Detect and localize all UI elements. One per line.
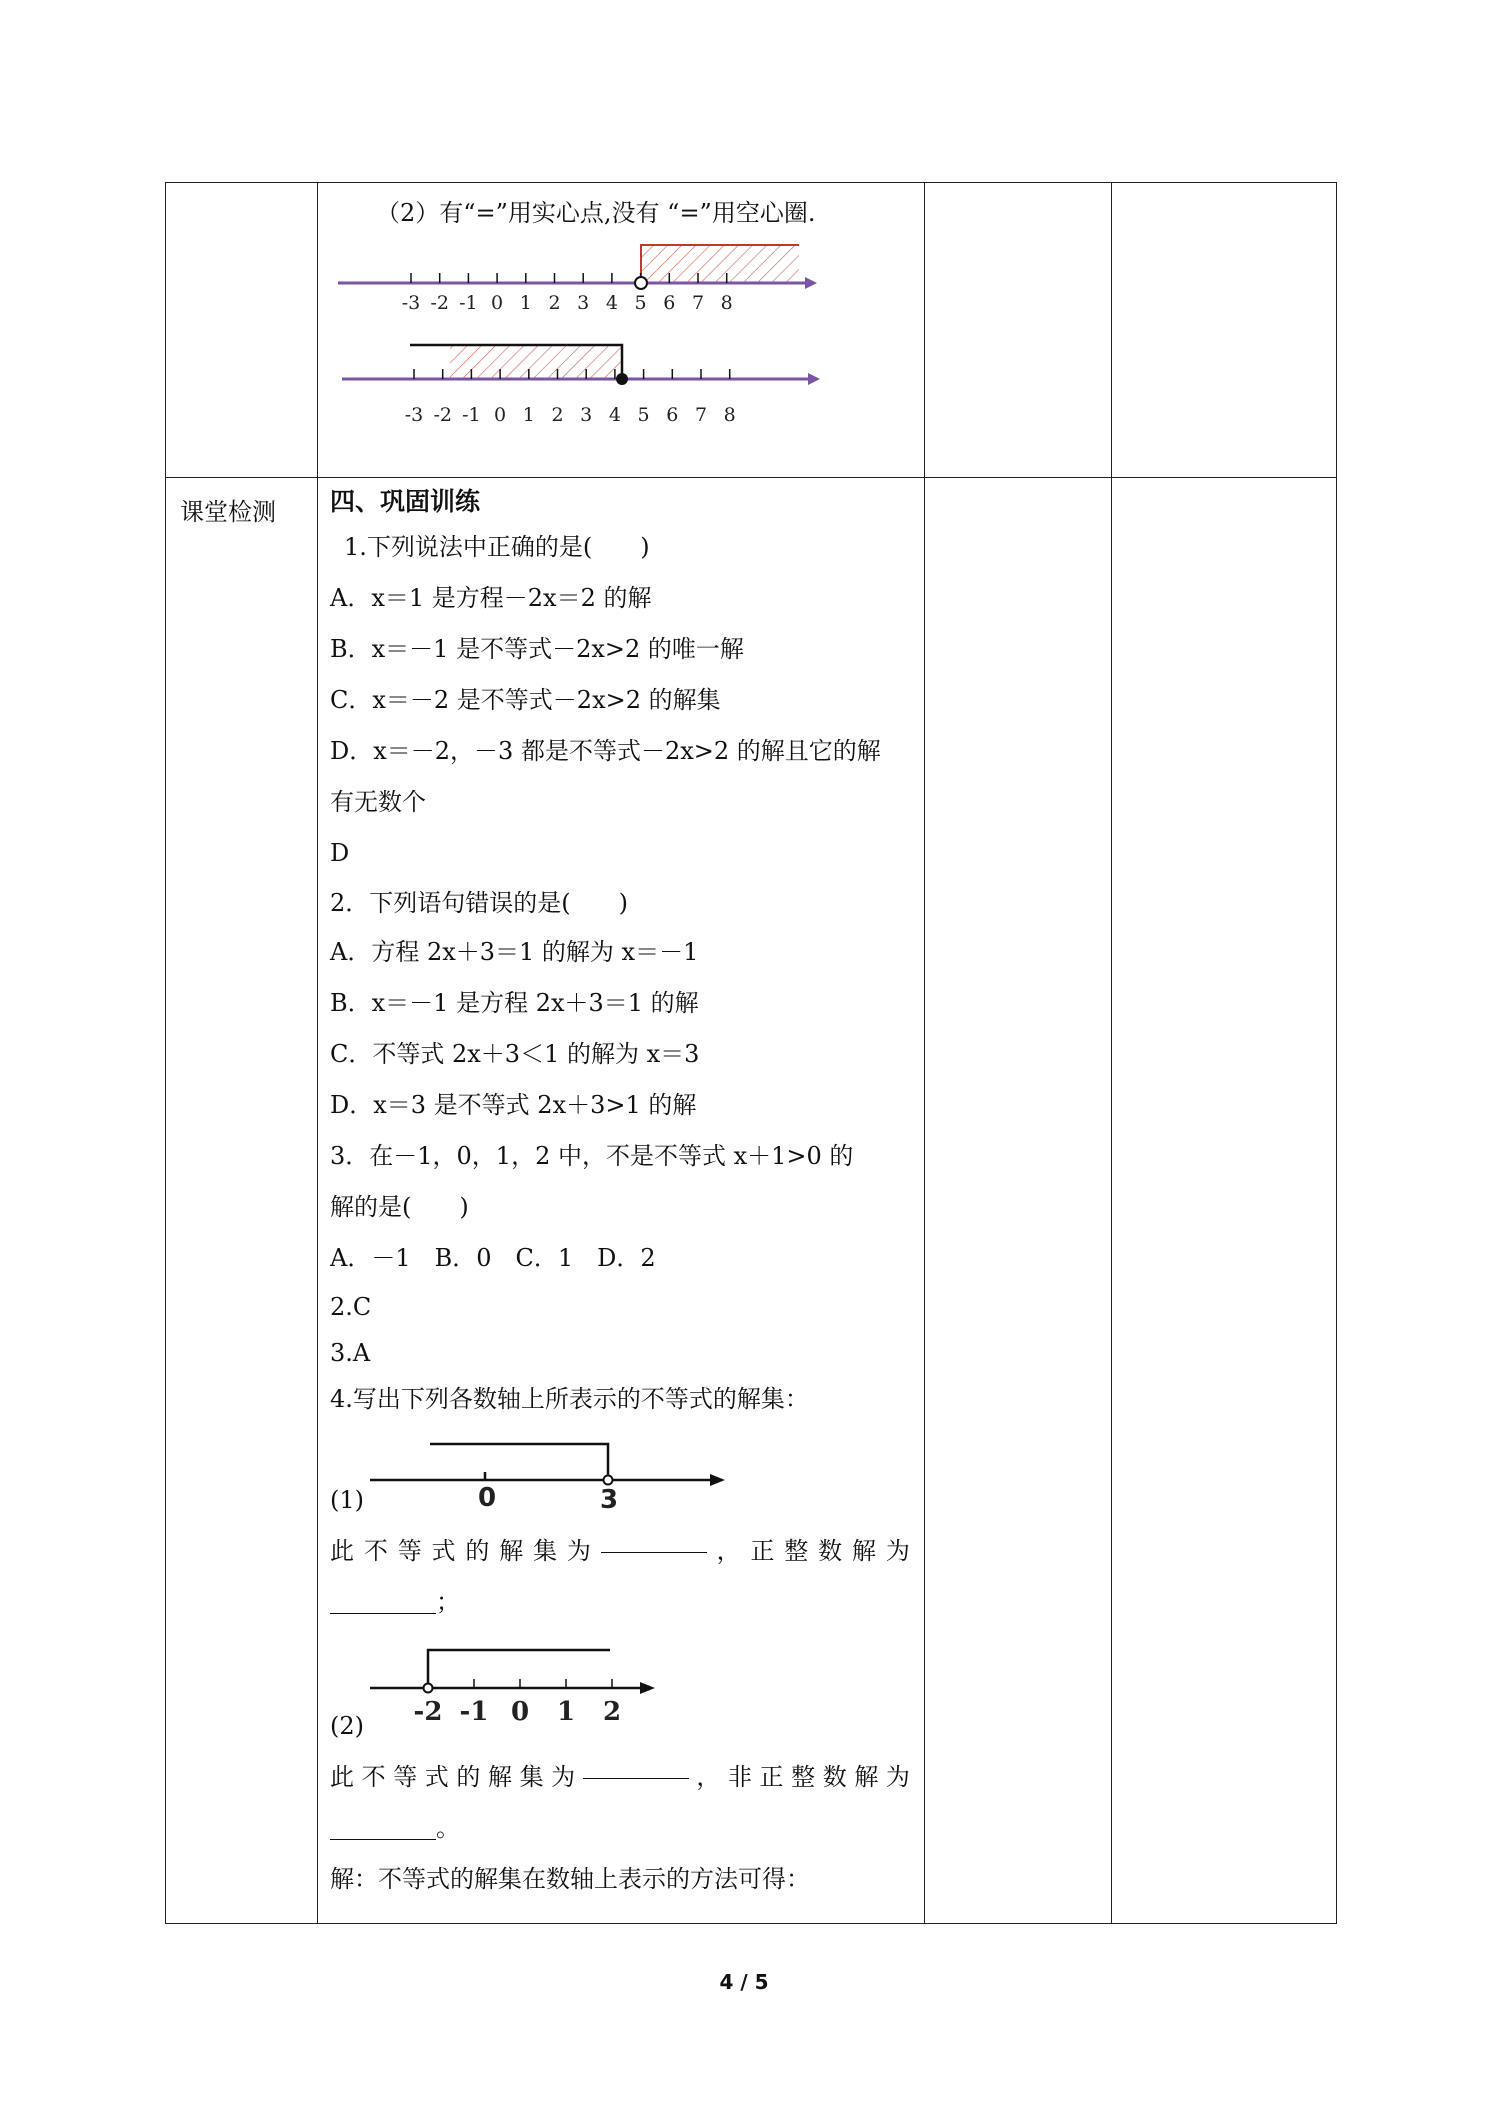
axis-arrow-a — [805, 277, 817, 289]
q4-sub2-char: 式 — [424, 1763, 449, 1791]
axis-arrow-fig2 — [640, 1682, 655, 1694]
q4-fig1-block — [330, 1422, 924, 1526]
q2-option-b: B．x＝－1 是方程 2x＋3＝1 的解 — [330, 989, 699, 1017]
notes-cell-empty — [1112, 183, 1337, 478]
numberline-b-tick-label: 3 — [580, 404, 593, 426]
q4-sub1-char: 为 — [885, 1537, 910, 1565]
numberline-b-tick-label: -1 — [462, 404, 481, 426]
q4-sub2-char: 的 — [456, 1763, 481, 1791]
label-cell — [166, 478, 318, 1924]
q4-sub1-sep: ， — [716, 1537, 741, 1565]
q4-sub1-char: 等 — [397, 1537, 422, 1565]
q4-sub2-char: 为 — [885, 1763, 910, 1791]
q4-sub1-char: 解 — [499, 1537, 524, 1565]
q1-option-d-cont: 有无数个 — [330, 788, 426, 816]
q1-option-c: C．x＝－2 是不等式－2x>2 的解集 — [330, 686, 721, 714]
q4-sub2-char: 不 — [361, 1763, 386, 1791]
numberline-b-tick-label: 4 — [608, 404, 621, 426]
q4-sub2-char: 整 — [791, 1763, 816, 1791]
q4-sub2-char: 正 — [759, 1763, 784, 1791]
label-cell-empty — [166, 183, 318, 478]
numberline-a-tick-label: 7 — [691, 292, 705, 314]
notes-cell-empty — [925, 478, 1112, 1924]
numberline-a-tick-label: 1 — [519, 292, 532, 314]
q4-sub2-char: 此 — [330, 1763, 354, 1791]
q4-sub1-char: 式 — [431, 1537, 456, 1565]
q4-sub1-char: 整 — [784, 1537, 809, 1565]
numberline-b-tick-label: 7 — [694, 404, 708, 426]
q1-option-a: A．x＝1 是方程－2x＝2 的解 — [330, 584, 652, 612]
axis-arrow-b — [808, 373, 820, 385]
fig2-tick-label: 1 — [556, 1697, 576, 1727]
shade-region-a — [641, 245, 799, 283]
numberline-b-tick-label: 8 — [723, 404, 736, 426]
q4-sub2-char: 集 — [519, 1763, 544, 1791]
q4-sub2-label: (2) — [330, 1712, 364, 1740]
answer-blank[interactable] — [330, 1813, 436, 1840]
numberline-open-circle — [330, 243, 890, 327]
lesson-table — [165, 182, 1337, 1924]
numberline-a-tick-label: 8 — [720, 292, 733, 314]
q1-answer: D — [330, 839, 350, 867]
q4-sub2-char: 为 — [551, 1763, 576, 1791]
numberline-solid-dot — [330, 341, 890, 433]
numberline-b-tick-label: 1 — [522, 404, 535, 426]
q2-option-c: C．不等式 2x＋3＜1 的解为 x＝3 — [330, 1040, 700, 1068]
q1-option-d: D．x＝－2，－3 都是不等式－2x>2 的解且它的解 — [330, 737, 881, 765]
numberline-b-tick-label: 6 — [666, 404, 679, 426]
axis-arrow-fig1 — [710, 1474, 725, 1486]
numberline-a-tick-label: 2 — [548, 292, 561, 314]
open-circle-fig2 — [424, 1684, 433, 1693]
q4-sub2-char: 非 — [727, 1763, 752, 1791]
numberline-a-tick-label: -2 — [430, 292, 449, 314]
numberline-b-tick-label: -2 — [433, 404, 452, 426]
numberline-a-tick-label: 6 — [663, 292, 676, 314]
q2-option-a: A．方程 2x＋3＝1 的解为 x＝－1 — [330, 938, 699, 966]
open-circle-marker — [635, 277, 647, 289]
q4-sub1-char: 不 — [363, 1537, 388, 1565]
q4-sub1-end: ； — [436, 1588, 460, 1616]
answer-q3: 3.A — [330, 1339, 371, 1367]
tick-group-fig2 — [414, 1679, 621, 1727]
tick-label-fig1-0: 0 — [478, 1483, 497, 1513]
tick-label-fig1-3: 3 — [600, 1485, 619, 1515]
numberline-b-tick-label: 2 — [551, 404, 564, 426]
notes-cell-empty — [1112, 478, 1337, 1924]
numberline-b-tick-label: 0 — [494, 404, 507, 426]
content-cell — [318, 183, 925, 478]
q4-sub1-char: 集 — [533, 1537, 558, 1565]
page-number: 4 / 5 — [719, 1970, 769, 1994]
notes-cell-empty — [925, 183, 1112, 478]
numberline-a-tick-label: -3 — [401, 292, 421, 314]
numberline-b-tick-label: -3 — [404, 404, 424, 426]
numberline-a-tick-label: 0 — [491, 292, 504, 314]
q4-sub2-prompt — [330, 1752, 910, 1803]
numberline-a-tick-label: 5 — [634, 292, 647, 314]
answer-blank[interactable] — [583, 1752, 689, 1779]
q4-sub2-char: 等 — [393, 1763, 418, 1791]
q1-stem: 1.下列说法中正确的是( ) — [344, 533, 650, 561]
numberline-b-tick-label: 5 — [637, 404, 650, 426]
q4-stem: 4.写出下列各数轴上所表示的不等式的解集： — [330, 1385, 809, 1413]
fig2-tick-label: -1 — [459, 1697, 489, 1727]
q4-sub1-char: 解 — [851, 1537, 876, 1565]
q4-sub1-prompt-cont — [330, 1577, 924, 1628]
q4-sub2-sep: ， — [696, 1763, 721, 1791]
fig2-tick-label: -2 — [413, 1697, 443, 1727]
q3-stem: 3．在－1，0，1，2 中，不是不等式 x＋1>0 的 — [330, 1142, 854, 1170]
q4-numberline-2 — [370, 1636, 790, 1736]
numberline-a-tick-label: -1 — [459, 292, 478, 314]
q4-sub2-char: 解 — [854, 1763, 879, 1791]
q3-stem-cont: 解的是( ) — [330, 1193, 469, 1221]
answer-blank[interactable] — [601, 1526, 707, 1553]
shade-region-b — [410, 345, 622, 379]
q4-fig2-block — [330, 1628, 924, 1752]
section-heading: 四、巩固训练 — [330, 487, 481, 516]
q4-sub1-char: 的 — [465, 1537, 490, 1565]
fig2-tick-label: 2 — [602, 1697, 622, 1727]
q4-sub1-char: 正 — [750, 1537, 775, 1565]
q4-sub1-label: (1) — [330, 1486, 364, 1514]
q1-option-b: B．x＝－1 是不等式－2x>2 的唯一解 — [330, 635, 744, 663]
q4-sub2-end: 。 — [436, 1814, 460, 1842]
table-row — [166, 183, 1337, 478]
content-cell — [318, 478, 925, 1924]
q4-sub1-char: 数 — [818, 1537, 843, 1565]
dot-rule-note: （2）有“=”用实心点,没有 “=”用空心圈. — [376, 199, 816, 227]
q4-sub1-prompt — [330, 1526, 910, 1577]
q2-option-d: D．x＝3 是不等式 2x＋3>1 的解 — [330, 1091, 697, 1119]
numberline-a-tick-label: 4 — [605, 292, 618, 314]
q4-numberline-1 — [370, 1436, 790, 1516]
q4-solution: 解：不等式的解集在数轴上表示的方法可得： — [330, 1865, 810, 1893]
answer-blank[interactable] — [330, 1587, 436, 1614]
numberline-a-tick-label: 3 — [577, 292, 590, 314]
open-circle-fig1 — [604, 1476, 613, 1485]
q2-stem: 2．下列语句错误的是( ) — [330, 889, 628, 917]
q4-sub1-char: 此 — [330, 1537, 354, 1565]
answer-q2: 2.C — [330, 1293, 372, 1321]
q3-options: A．－1 B．0 C．1 D．2 — [330, 1244, 656, 1272]
q4-sub2-char: 数 — [822, 1763, 847, 1791]
table-row — [166, 478, 1337, 1924]
section-label: 课堂检测 — [180, 498, 276, 526]
q4-sub1-char: 为 — [566, 1537, 591, 1565]
q4-sub2-char: 解 — [487, 1763, 512, 1791]
fig2-tick-label: 0 — [510, 1697, 530, 1727]
q4-sub2-prompt-cont — [330, 1803, 924, 1854]
solid-dot-marker — [616, 373, 628, 385]
